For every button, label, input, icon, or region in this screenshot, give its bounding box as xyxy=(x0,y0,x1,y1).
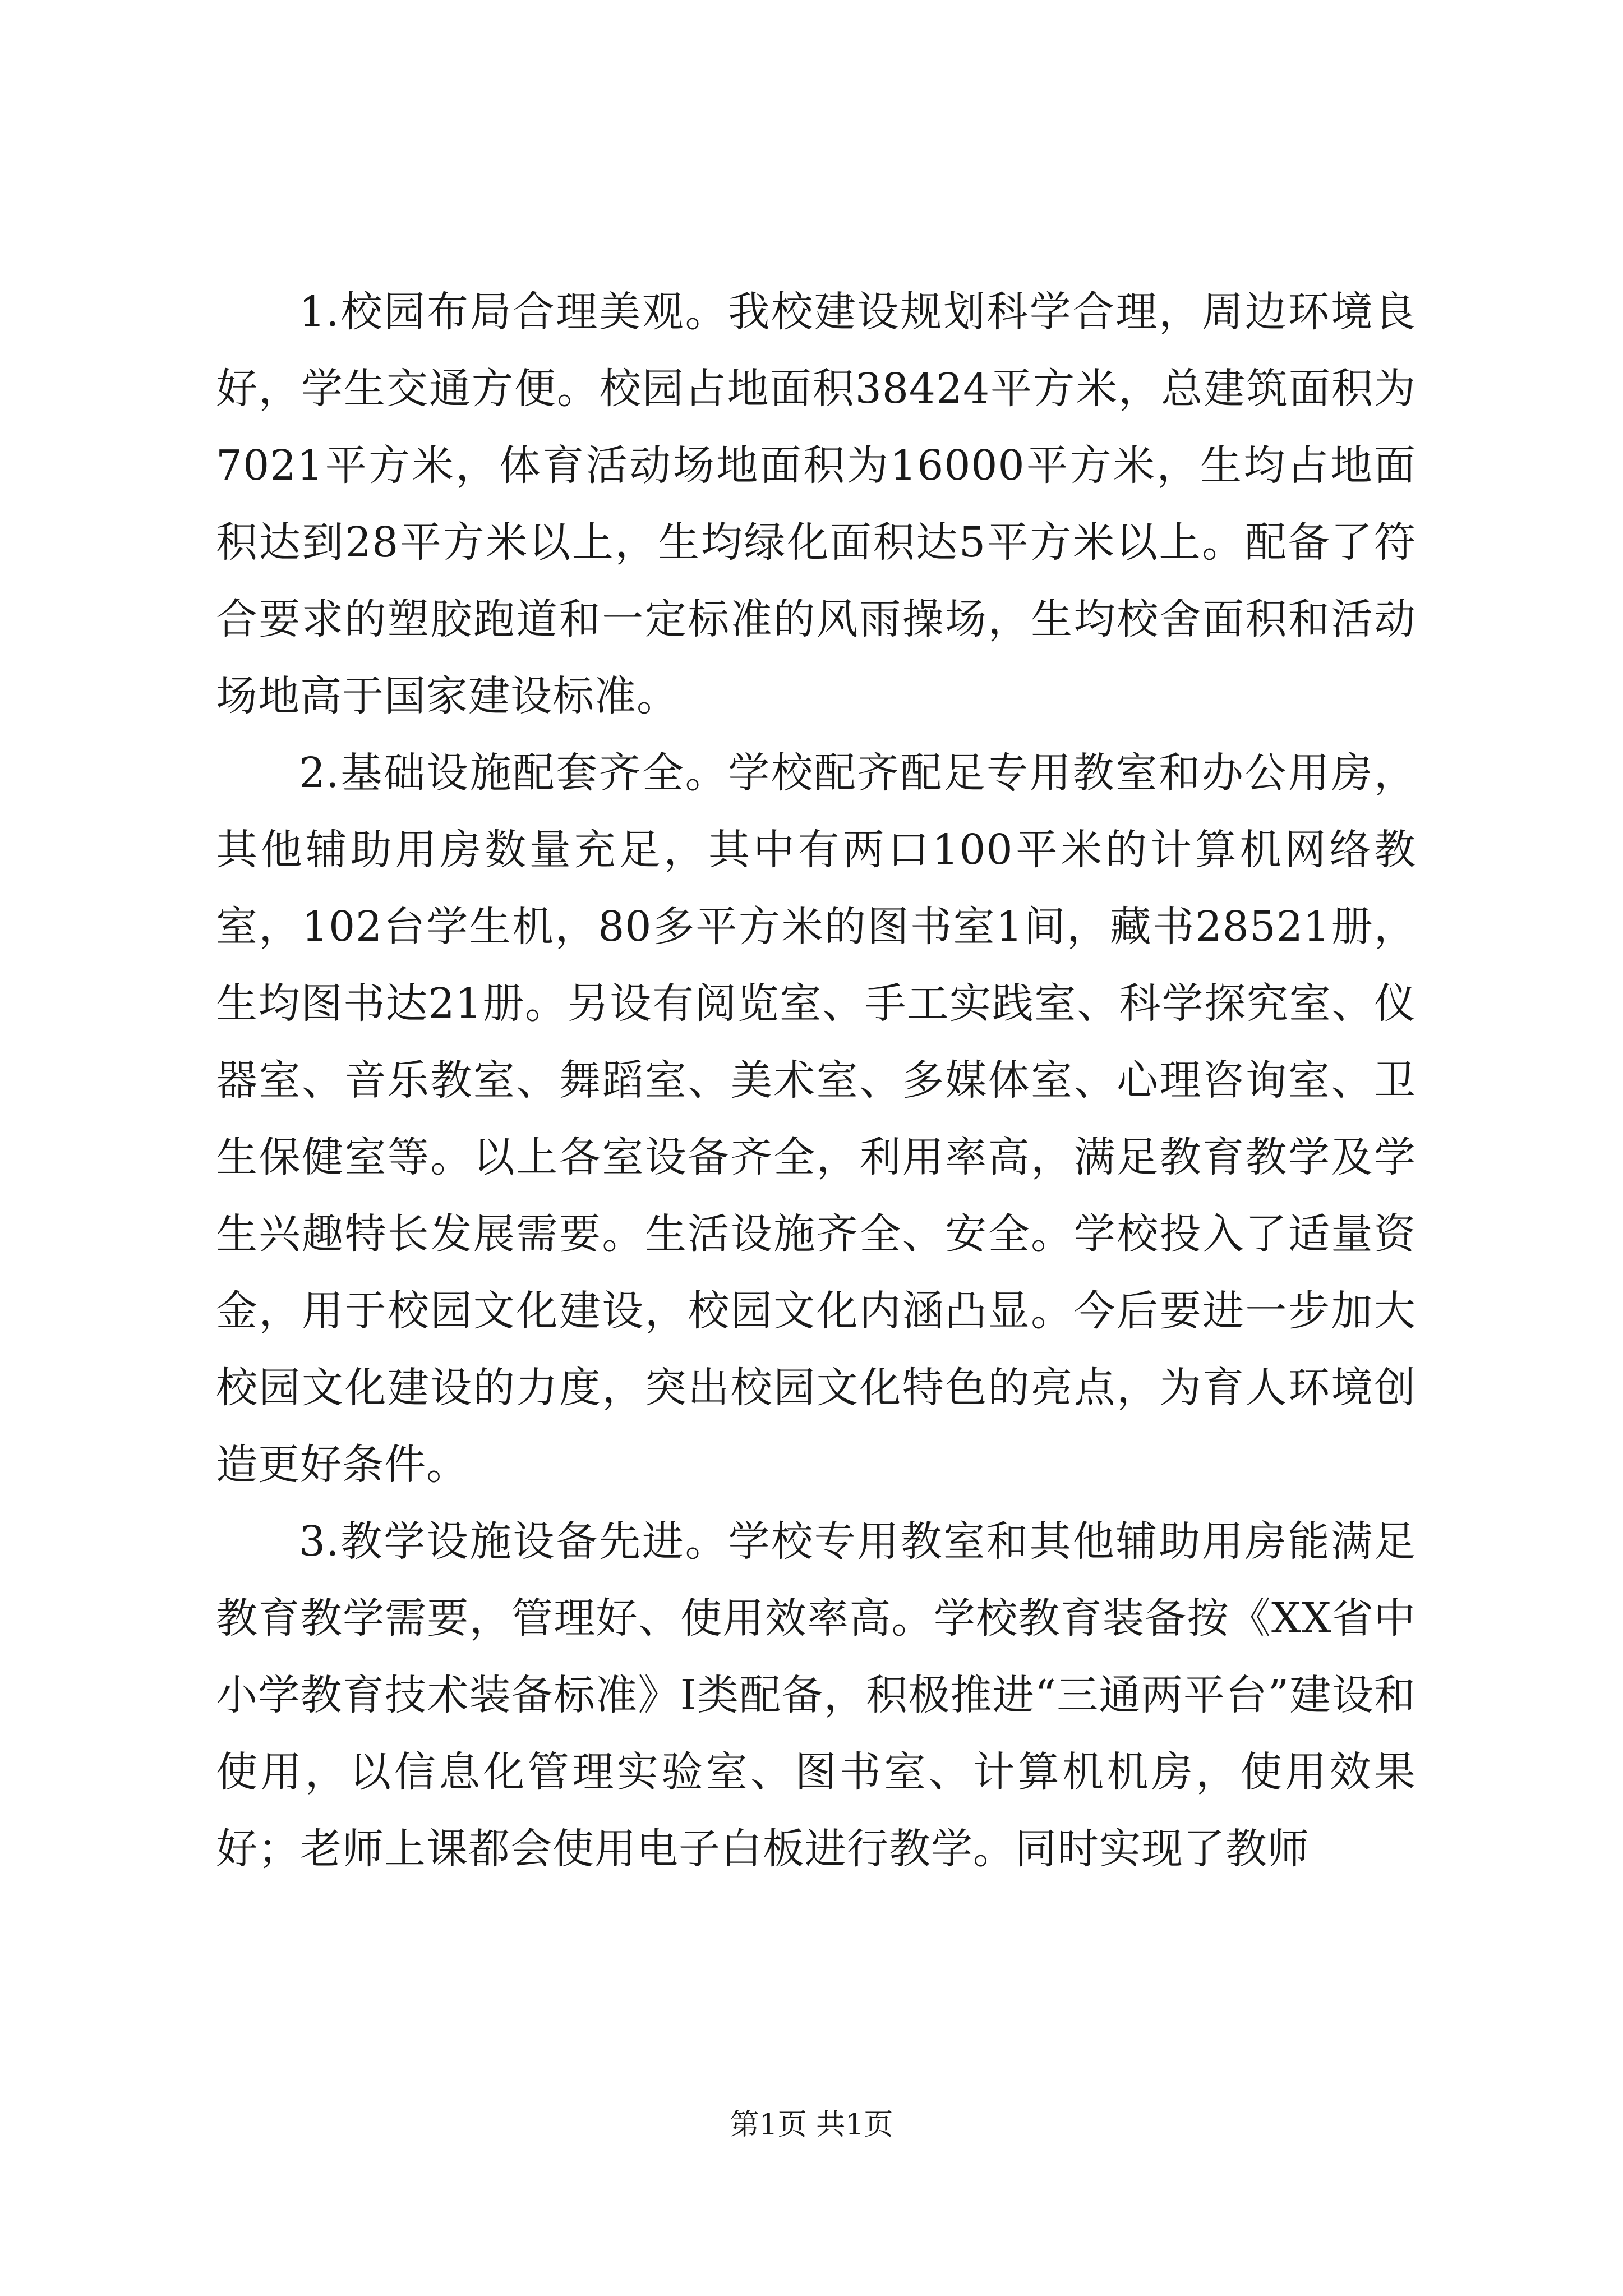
page-number-footer: 第1页 共1页 xyxy=(730,2108,893,2142)
document-body xyxy=(216,274,1416,1888)
paragraph-teaching-facilities: 3.教学设施设备先进。学校专用教室和其他辅助用房能满足教育教学需要，管理好、使用效率高。学校教育装备按《XX省中小学教育技术装备标准》Ⅰ类配备，积极推进“三通两平台”建设和使用，以信息化管理实验室、图书室、计算机机房，使用效果好；老师上课都会使用电子白板进行教学。同时实现了教师 xyxy=(216,1517,1416,1873)
paragraph-campus-layout: 1.校园布局合理美观。我校建设规划科学合理，周边环境良好，学生交通方便。校园占地面积38424平方米，总建筑面积为7021平方米，体育活动场地面积为16000平方米，生均占地面积达到28平方米以上，生均绿化面积达5平方米以上。配备了符合要求的塑胶跑道和一定标准的风雨操场，生均校舍面积和活动场地高于国家建设标准。 xyxy=(216,288,1416,720)
paragraph-infrastructure: 2.基础设施配套齐全。学校配齐配足专用教室和办公用房，其他辅助用房数量充足，其中有两口100平米的计算机网络教室，102台学生机，80多平方米的图书室1间，藏书28521册，生均图书达21册。另设有阅览室、手工实践室、科学探究室、仪器室、音乐教室、舞蹈室、美术室、多媒体室、心理咨询室、卫生保健室等。以上各室设备齐全，利用率高，满足教育教学及学生兴趣特长发展需要。生活设施齐全、安全。学校投入了适量资金，用于校园文化建设，校园文化内涵凸显。今后要进一步加大校园文化建设的力度，突出校园文化特色的亮点，为育人环境创造更好条件。 xyxy=(216,749,1416,1489)
